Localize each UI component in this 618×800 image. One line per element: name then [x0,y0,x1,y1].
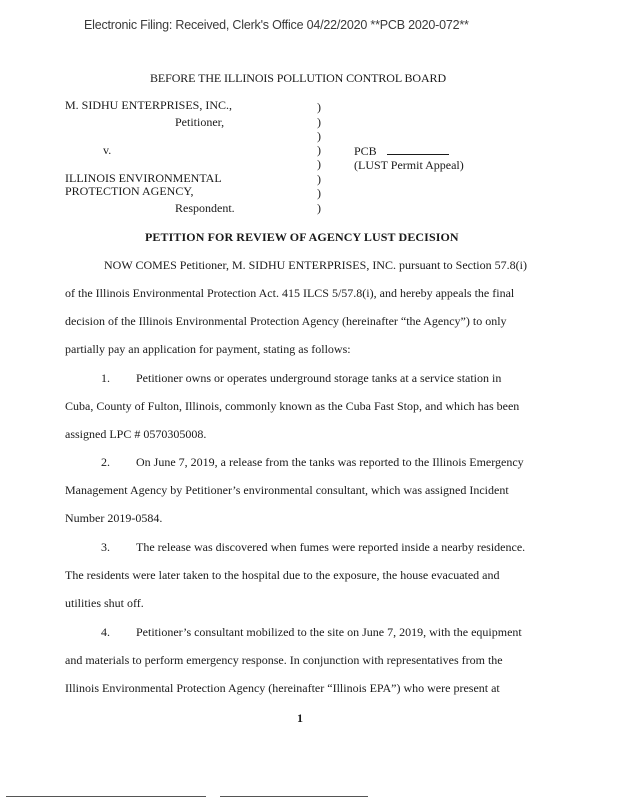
intro-line: NOW COMES Petitioner, M. SIDHU ENTERPRISES, INC. pursuant to Section 57.8(i) [104,258,527,272]
electronic-filing-stamp: Electronic Filing: Received, Clerk's Office 04/22/2020 **PCB 2020-072** [84,18,469,32]
paragraph-number: 3. [101,540,110,554]
paragraph-line: assigned LPC # 0570305008. [65,427,207,441]
footer-rule [6,796,206,797]
appeal-type: (LUST Permit Appeal) [354,158,464,172]
paragraph-line: and materials to perform emergency response. In conjunction with representatives from the [65,653,503,667]
petitioner-role: Petitioner, [175,115,225,129]
paragraph-line: On June 7, 2019, a release from the tanks was reported to the Illinois Emergency [136,455,524,469]
respondent-name-line-1: ILLINOIS ENVIRONMENTAL [65,171,222,185]
petitioner-name: M. SIDHU ENTERPRISES, INC., [65,98,233,112]
caption-paren: ) [317,186,321,200]
paragraph-line: Cuba, County of Fulton, Illinois, commonly known as the Cuba Fast Stop, and which has been [65,399,520,413]
paragraph-number: 4. [101,625,110,639]
pcb-number-field [354,144,449,158]
caption-paren: ) [317,143,321,157]
caption-paren: ) [317,157,321,171]
paragraph-line: Illinois Environmental Protection Agency (hereinafter “Illinois EPA”) who were present at [65,681,500,695]
paragraph-line: Number 2019-0584. [65,511,163,525]
paragraph-line: Petitioner’s consultant mobilized to the site on June 7, 2019, with the equipment [136,625,522,639]
respondent-name-line-2: PROTECTION AGENCY, [65,184,194,198]
caption-paren: ) [317,172,321,186]
respondent-role: Respondent. [175,201,235,215]
caption-paren: ) [317,201,321,215]
intro-line: of the Illinois Environmental Protection Act. 415 ILCS 5/57.8(i), and hereby appeals the final [65,286,515,300]
caption-paren: ) [317,115,321,129]
board-title: BEFORE THE ILLINOIS POLLUTION CONTROL BOARD [150,71,447,85]
paragraph-line: utilities shut off. [65,596,144,610]
paragraph-number: 1. [101,371,110,385]
page-number: 1 [297,711,303,725]
paragraph-line: The residents were later taken to the hospital due to the exposure, the house evacuated and [65,568,500,582]
footer-rule [220,796,368,797]
caption-paren: ) [317,100,321,114]
intro-line: decision of the Illinois Environmental Protection Agency (hereinafter “the Agency”) to only [65,314,507,328]
caption-paren: ) [317,129,321,143]
petition-title: PETITION FOR REVIEW OF AGENCY LUST DECISION [145,230,459,244]
paragraph-line: Petitioner owns or operates underground storage tanks at a service station in [136,371,502,385]
pcb-label: PCB [354,144,377,158]
paragraph-line: Management Agency by Petitioner’s environmental consultant, which was assigned Incident [65,483,509,497]
pcb-number-blank [387,144,449,155]
paragraph-number: 2. [101,455,110,469]
intro-line: partially pay an application for payment, stating as follows: [65,342,351,356]
versus: v. [103,143,112,157]
paragraph-line: The release was discovered when fumes were reported inside a nearby residence. [136,540,526,554]
